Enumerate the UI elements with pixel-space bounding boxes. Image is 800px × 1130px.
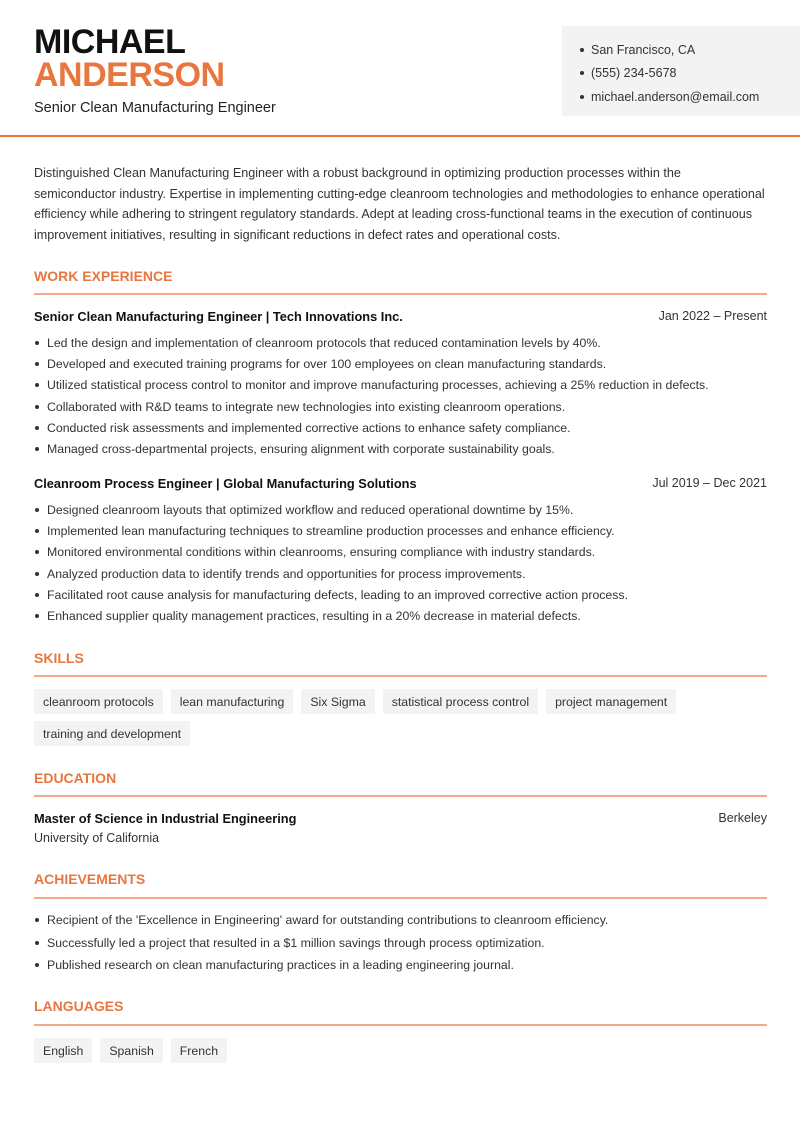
job-header: [34, 309, 767, 324]
section-title-education: EDUCATION: [34, 770, 117, 786]
last-name: ANDERSON: [34, 56, 225, 94]
contact-phone: [580, 62, 800, 86]
bullet-text: Managed cross-departmental projects, ensuring alignment with corporate sustainability goals.: [47, 442, 555, 457]
job-title: Senior Clean Manufacturing Engineer: [34, 100, 276, 116]
section-title-work: WORK EXPERIENCE: [34, 268, 173, 284]
bullet-icon: [35, 341, 39, 345]
school: University of California: [34, 831, 160, 845]
job-heading: Cleanroom Process Engineer | Global Manufacturing Solutions: [34, 476, 417, 491]
bullet-text: Collaborated with R&D teams to integrate new technologies into existing cleanroom operations.: [47, 399, 566, 414]
list-item: [34, 563, 767, 584]
achievements-list: [34, 909, 767, 977]
degree: Master of Science in Industrial Engineering: [34, 811, 297, 826]
bullet-text: Conducted risk assessments and implemented corrective actions to enhance safety compliance.: [47, 420, 571, 435]
section-title-achievements: ACHIEVEMENTS: [34, 871, 146, 887]
section-divider: [34, 1024, 767, 1026]
list-item: [34, 332, 767, 353]
bullet-text: Analyzed production data to identify trends and opportunities for process improvements.: [47, 566, 526, 581]
bullet-icon: [35, 405, 39, 409]
education-header: [34, 811, 767, 826]
bullet-icon: [35, 963, 39, 967]
skill-tag: statistical process control: [383, 689, 538, 714]
job-bullets: [34, 499, 767, 627]
section-divider: [34, 897, 767, 899]
bullet-text: Implemented lean manufacturing techniques to streamline production processes and enhance efficiency.: [47, 523, 615, 538]
skill-tag: cleanroom protocols: [34, 689, 163, 714]
bullet-icon: [35, 918, 39, 922]
list-item: [34, 438, 767, 459]
job-header: [34, 476, 767, 491]
skill-tag: training and development: [34, 721, 190, 746]
education-location: Berkeley: [718, 811, 767, 825]
list-item: [34, 396, 767, 417]
language-tags: [34, 1038, 767, 1063]
bullet-text: Successfully led a project that resulted in a $1 million savings through process optimization.: [47, 935, 545, 950]
bullet-icon: [35, 941, 39, 945]
list-item: [34, 954, 767, 977]
bullet-text: Monitored environmental conditions within cleanrooms, ensuring compliance with industry standards.: [47, 545, 596, 560]
section-divider: [34, 675, 767, 677]
bullet-text: Designed cleanroom layouts that optimized workflow and reduced operational downtime by 15%.: [47, 502, 574, 517]
list-item: [34, 375, 767, 396]
language-tag: English: [34, 1038, 92, 1063]
bullet-icon: [35, 426, 39, 430]
bullet-text: Developed and executed training programs for over 100 employees on clean manufacturing standards.: [47, 356, 607, 371]
contact-email[interactable]: [580, 85, 800, 109]
bullet-text: Led the design and implementation of cleanroom protocols that reduced contamination levels by 40%.: [47, 335, 601, 350]
summary: Distinguished Clean Manufacturing Engineer with a robust background in optimizing production processes within the semiconductor industry. Expertise in implementing cutting-edge cleanroom technologies and methodologies to enhance operational efficiency while adhering to stringent regulatory standards. Adept at leading cross-functional teams in the execution of continuous improvement initiatives, resulting in significant reductions in defect rates and operational costs.: [34, 166, 765, 243]
job-dates: Jul 2019 – Dec 2021: [652, 476, 767, 490]
section-divider: [34, 293, 767, 295]
bullet-text: Recipient of the 'Excellence in Engineering' award for outstanding contributions to cleanroom efficiency.: [47, 913, 609, 928]
skills-tags: [34, 689, 767, 746]
bullet-icon: [580, 95, 584, 99]
list-item: [34, 605, 767, 626]
contact-location: [580, 38, 800, 62]
section-title-skills: SKILLS: [34, 650, 84, 666]
bullet-text: Facilitated root cause analysis for manufacturing defects, leading to an improved corrective action process.: [47, 587, 628, 602]
skill-tag: lean manufacturing: [171, 689, 294, 714]
bullet-icon: [35, 529, 39, 533]
bullet-icon: [35, 593, 39, 597]
bullet-text: Published research on clean manufacturing practices in a leading engineering journal.: [47, 958, 514, 973]
list-item: [34, 584, 767, 605]
phone-text: (555) 234-5678: [591, 66, 677, 81]
list-item: [34, 909, 767, 932]
bullet-text: Utilized statistical process control to monitor and improve manufacturing processes, achieving a 25% reduction in defects.: [47, 378, 709, 393]
location-text: San Francisco, CA: [591, 42, 696, 57]
list-item: [34, 932, 767, 955]
bullet-icon: [35, 572, 39, 576]
bullet-icon: [35, 614, 39, 618]
first-name: MICHAEL: [34, 23, 186, 61]
resume-header: [0, 0, 800, 137]
list-item: [34, 353, 767, 374]
bullet-icon: [35, 550, 39, 554]
language-tag: Spanish: [100, 1038, 162, 1063]
bullet-icon: [35, 447, 39, 451]
skill-tag: Six Sigma: [301, 689, 374, 714]
section-divider: [34, 795, 767, 797]
job-heading: Senior Clean Manufacturing Engineer | Tech Innovations Inc.: [34, 309, 403, 324]
job-dates: Jan 2022 – Present: [658, 309, 767, 323]
bullet-icon: [580, 71, 584, 75]
bullet-icon: [35, 383, 39, 387]
bullet-icon: [580, 48, 584, 52]
bullet-icon: [35, 362, 39, 366]
list-item: [34, 417, 767, 438]
bullet-icon: [35, 508, 39, 512]
language-tag: French: [171, 1038, 227, 1063]
job-bullets: [34, 332, 767, 460]
skill-tag: project management: [546, 689, 676, 714]
email-link[interactable]: michael.anderson@email.com: [591, 89, 760, 104]
list-item: [34, 542, 767, 563]
contact-box: [562, 26, 800, 116]
section-title-languages: LANGUAGES: [34, 998, 124, 1014]
list-item: [34, 499, 767, 520]
list-item: [34, 520, 767, 541]
bullet-text: Enhanced supplier quality management practices, resulting in a 20% decrease in material defects.: [47, 609, 581, 624]
